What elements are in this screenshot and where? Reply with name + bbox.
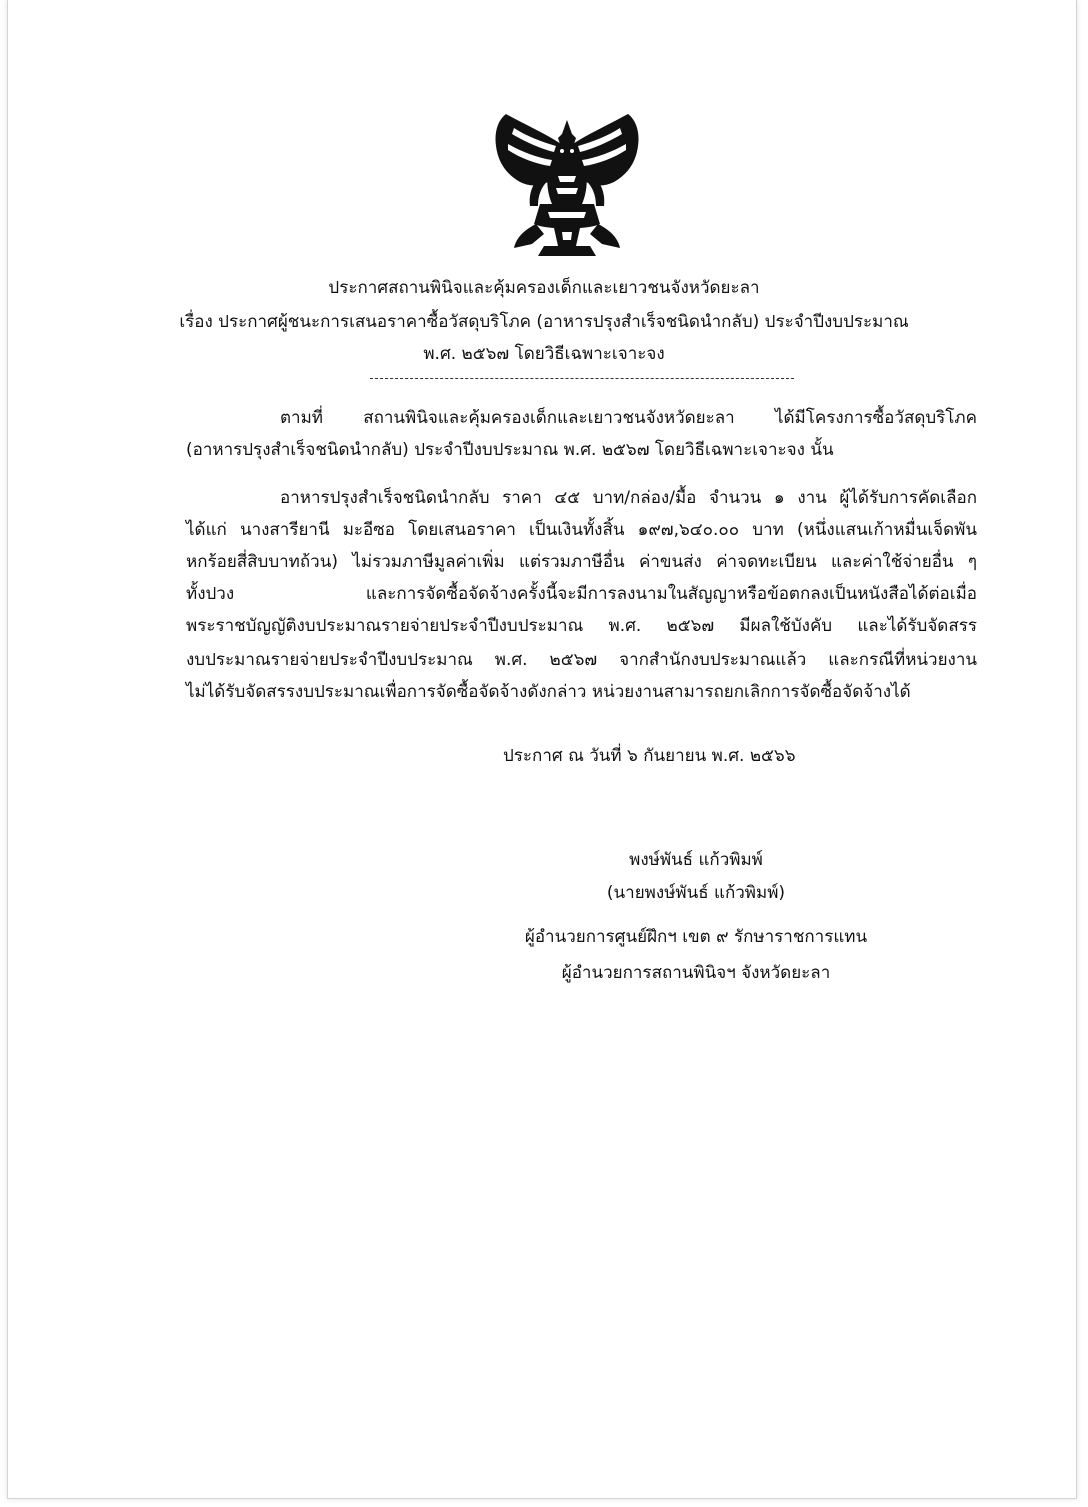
paragraph-1-line: (อาหารปรุงสำเร็จชนิดนำกลับ) ประจำปีงบประมาณ พ.ศ. ๒๕๖๗ โดยวิธีเฉพาะเจาะจง นั้น bbox=[186, 440, 834, 460]
signer-position: ผู้อำนวยการศูนย์ฝึกฯ เขต ๙ รักษาราชการแทน bbox=[524, 927, 868, 947]
paragraph-2-line: ไม่ได้รับจัดสรรงบประมาณเพื่อการจัดซื้อจัดจ้างดังกล่าว หน่วยงานสามารถยกเลิกการจัดซื้อจัดจ้างได้ bbox=[186, 682, 911, 702]
paragraph-2-line: พระราชบัญญัติงบประมาณรายจ่ายประจำปีงบประมาณ พ.ศ. ๒๕๖๗ มีผลใช้บังคับ และได้รับจัดสรร bbox=[186, 616, 977, 636]
announcement-title: ประกาศสถานพินิจและคุ้มครองเด็กและเยาวชนจังหวัดยะลา bbox=[328, 278, 760, 298]
signer-signed-name: พงษ์พันธ์ แก้วพิมพ์ bbox=[629, 850, 763, 870]
paragraph-2-line: อาหารปรุงสำเร็จชนิดนำกลับ ราคา ๔๕ บาท/กล่อง/มื้อ จำนวน ๑ งาน ผู้ได้รับการคัดเลือก bbox=[280, 488, 977, 508]
announcement-subject: เรื่อง ประกาศผู้ชนะการเสนอราคาซื้อวัสดุบริโภค (อาหารปรุงสำเร็จชนิดนำกลับ) ประจำปีงบประมาณ bbox=[179, 312, 909, 332]
paragraph-2-line: ได้แก่ นางสารียานี มะอีซอ โดยเสนอราคา เป็นเงินทั้งสิ้น ๑๙๗,๖๔๐.๐๐ บาท (หนึ่งแสนเก้าหมื่นเจ็ดพัน bbox=[186, 520, 977, 540]
paragraph-2-line: งบประมาณรายจ่ายประจำปีงบประมาณ พ.ศ. ๒๕๖๗ จากสำนักงบประมาณแล้ว และกรณีที่หน่วยงาน bbox=[186, 650, 977, 670]
signer-position-acting-for: ผู้อำนวยการสถานพินิจฯ จังหวัดยะลา bbox=[561, 963, 831, 983]
paragraph-2-line: ทั้งปวง และการจัดซื้อจัดจ้างครั้งนี้จะมีการลงนามในสัญญาหรือข้อตกลงเป็นหนังสือได้ต่อเมื่อ bbox=[186, 584, 977, 604]
paragraph-1-line: ตามที่ สถานพินิจและคุ้มครองเด็กและเยาวชนจังหวัดยะลา ได้มีโครงการซื้อวัสดุบริโภค bbox=[280, 408, 977, 428]
garuda-emblem-icon bbox=[492, 112, 642, 260]
paragraph-2-line: หกร้อยสี่สิบบาทถ้วน) ไม่รวมภาษีมูลค่าเพิ่ม แต่รวมภาษีอื่น ค่าขนส่ง ค่าจดทะเบียน และค่าใช้จ่ายอื่น ๆ bbox=[186, 552, 977, 572]
announcement-date: ประกาศ ณ วันที่ ๖ กันยายน พ.ศ. ๒๕๖๖ bbox=[503, 746, 796, 766]
signer-printed-name: (นายพงษ์พันธ์ แก้วพิมพ์) bbox=[606, 883, 786, 903]
announcement-subject-continued: พ.ศ. ๒๕๖๗ โดยวิธีเฉพาะเจาะจง bbox=[423, 344, 665, 364]
title-separator bbox=[370, 378, 794, 379]
